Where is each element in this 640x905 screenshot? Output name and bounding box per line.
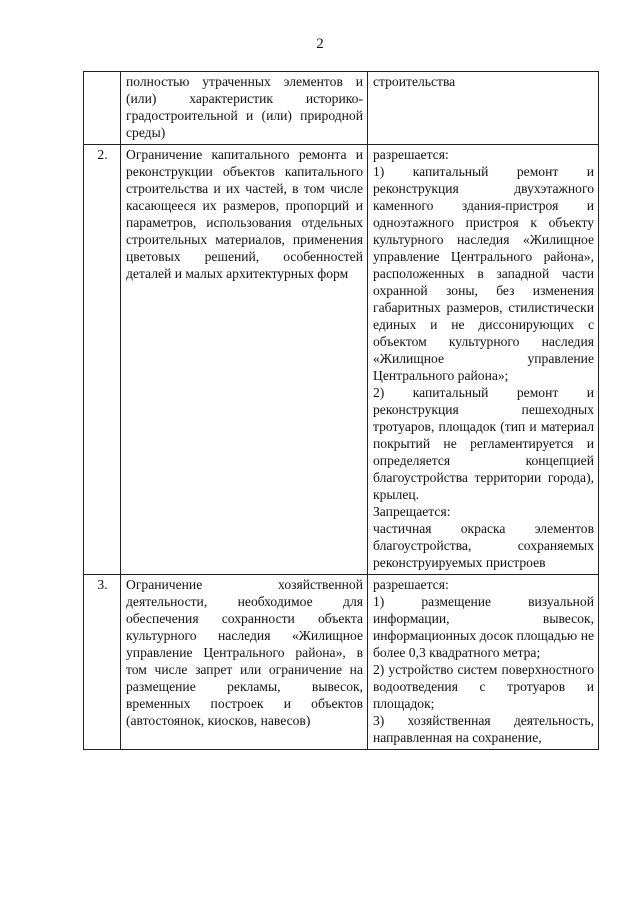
regime-item-2: 2) капитальный ремонт и реконструкция пешеходных тротуаров, площадок (тип и материал покрытий не регламентируется и определяется концепцией благоустройства территории города), крылец. <box>373 385 594 502</box>
regime-item-1: 1) капитальный ремонт и реконструкция двухэтажного каменного здания-пристроя и одноэтажного пристроя к объекту культурного наследия «Жилищное управление Центрального района», расположенных в западной части охранной зоны, без изменения габаритных размеров, стилистически единых и не диссонирующих с объектом культурного наследия «Жилищное управление Центрального района»; <box>373 164 594 383</box>
regime-prohibited-item: частичная окраска элементов благоустройства, сохраняемых реконструируемых пристроев <box>373 521 594 570</box>
table-row <box>84 72 599 145</box>
regime-heading-prohibited: Запрещается: <box>373 504 451 519</box>
restriction-text: Ограничение капитального ремонта и реконструкции объектов капитального строительства и их частей, в том числе касающееся их размеров, пропорций и параметров, использования отдельных строительных материалов, применения цветовых решений, особенностей деталей и малых архитектурных форм <box>121 145 368 575</box>
restriction-text: полностью утраченных элементов и (или) характеристик историко-градостроительной и (или) природной среды) <box>121 72 368 145</box>
row-number: 2. <box>84 145 121 575</box>
row-number <box>84 72 121 145</box>
regime-cell <box>368 145 599 575</box>
table-row <box>84 145 599 575</box>
regime-cell <box>368 72 599 145</box>
regime-item-1: 1) размещение визуальной информации, вывесок, информационных досок площадью не более 0,3 квадратного метра; <box>373 594 594 660</box>
regime-heading-allowed: разрешается: <box>373 577 449 592</box>
regime-heading-allowed: разрешается: <box>373 147 449 162</box>
regime-item-3: 3) хозяйственная деятельность, направленная на сохранение, <box>373 713 594 745</box>
page-number: 2 <box>316 36 324 52</box>
regime-item-2: 2) устройство систем поверхностного водоотведения с тротуаров и площадок; <box>373 662 594 711</box>
regime-cell <box>368 575 599 750</box>
row-number: 3. <box>84 575 121 750</box>
restrictions-table <box>83 71 599 750</box>
table-row <box>84 575 599 750</box>
regime-paragraph: строительства <box>373 74 456 89</box>
restriction-text: Ограничение хозяйственной деятельности, необходимое для обеспечения сохранности объекта культурного наследия «Жилищное управление Центрального района», в том числе запрет или ограничение на размещение рекламы, вывесок, временных построек и объектов (автостоянок, киосков, навесов) <box>121 575 368 750</box>
